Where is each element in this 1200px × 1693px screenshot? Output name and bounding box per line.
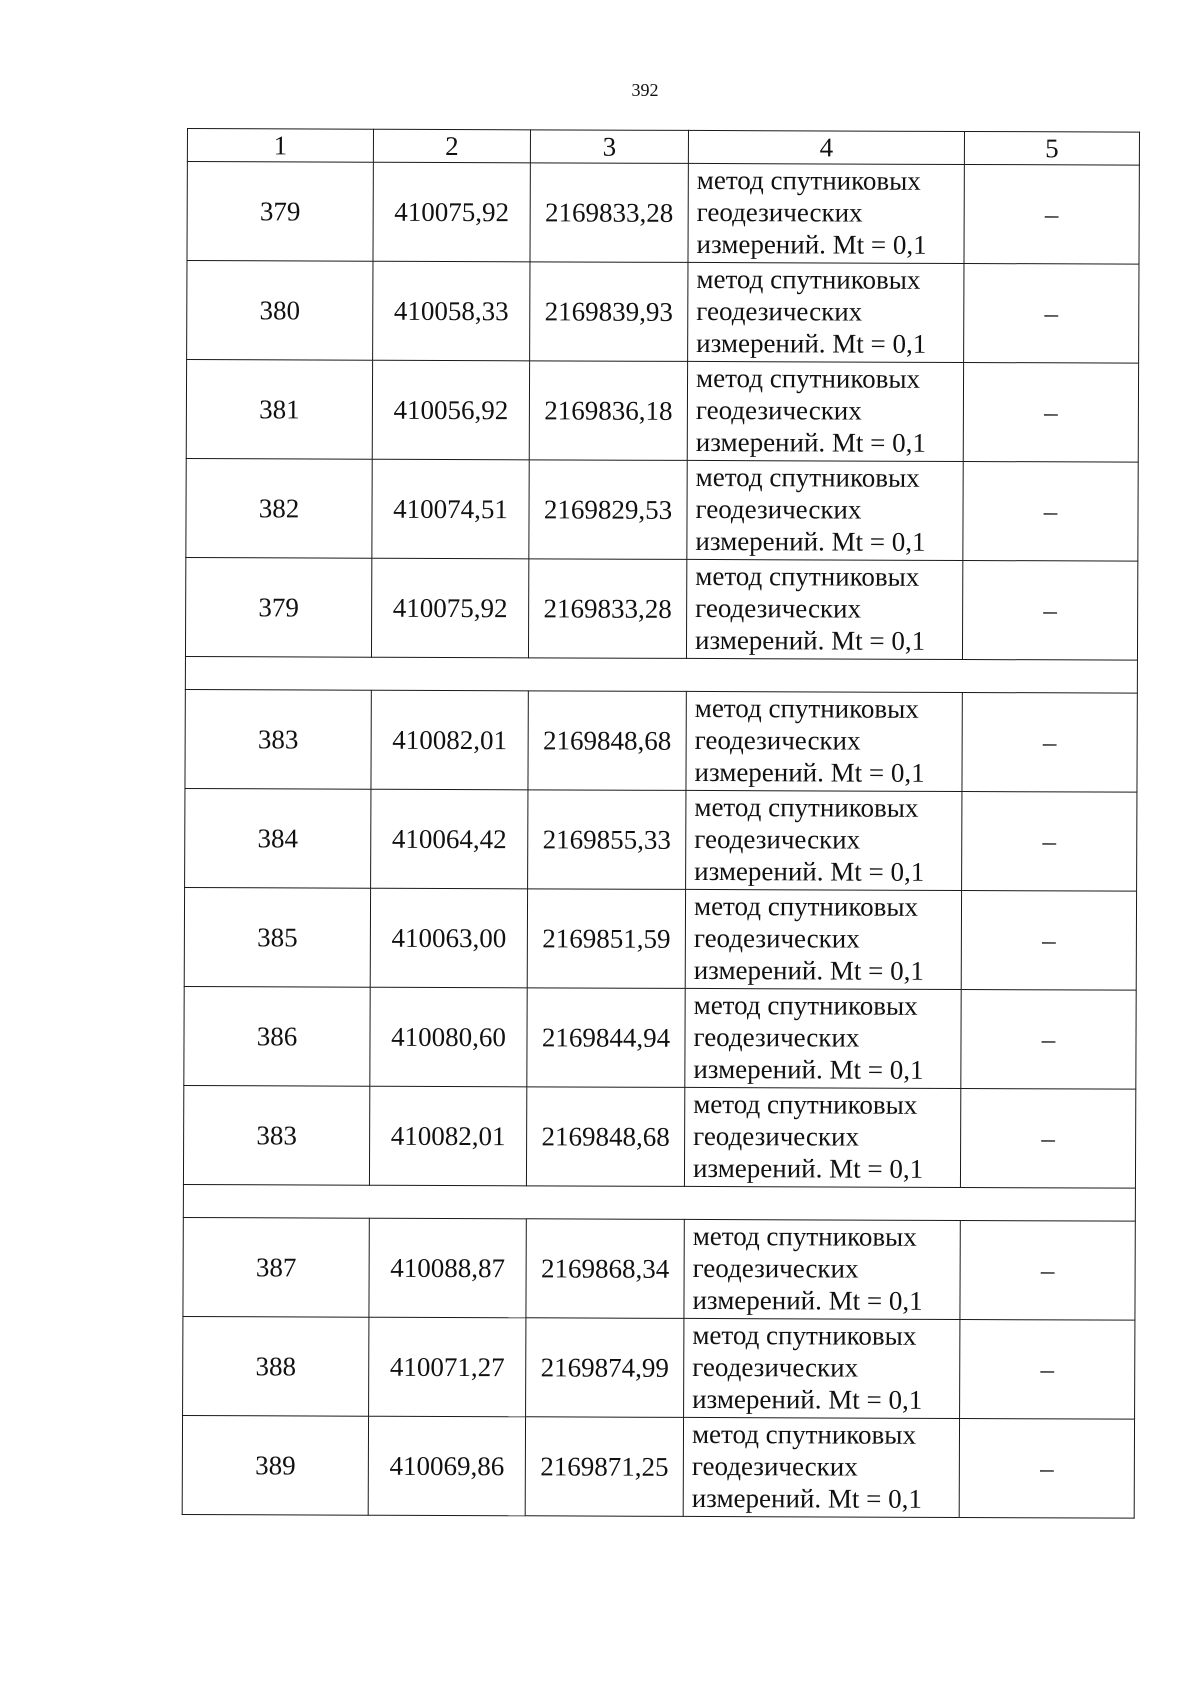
table-row [182, 1415, 1134, 1518]
point-number-cell: 381 [186, 360, 372, 460]
header-cell-3: 3 [530, 130, 688, 164]
point-number-cell: 389 [182, 1415, 368, 1515]
y-coordinate-cell: 2169868,34 [526, 1219, 684, 1319]
x-coordinate-cell: 410071,27 [369, 1317, 526, 1417]
y-coordinate-cell: 2169848,68 [528, 691, 686, 791]
table-row [184, 887, 1136, 990]
x-coordinate-cell: 410080,60 [370, 987, 527, 1087]
x-coordinate-cell: 410063,00 [370, 888, 527, 988]
contour-separator-row [183, 1184, 1135, 1221]
header-cell-4: 4 [688, 130, 964, 164]
x-coordinate-cell: 410074,51 [372, 459, 529, 559]
x-coordinate-cell: 410082,01 [369, 1086, 526, 1186]
point-number-cell: 383 [183, 1085, 369, 1185]
contour-separator-cell [185, 656, 1137, 693]
note-cell: – [960, 1088, 1135, 1188]
y-coordinate-cell: 2169833,28 [530, 163, 688, 263]
y-coordinate-cell: 2169871,25 [525, 1417, 683, 1517]
table-row [186, 458, 1138, 561]
method-cell: метод спутниковых геодезических измерений. Mt = 0,1 [686, 790, 962, 890]
point-number-cell: 384 [185, 788, 371, 888]
x-coordinate-cell: 410075,92 [371, 558, 528, 658]
y-coordinate-cell: 2169836,18 [529, 361, 687, 461]
point-number-cell: 379 [187, 162, 373, 262]
method-cell: метод спутниковых геодезических измерений. Mt = 0,1 [685, 988, 961, 1088]
method-cell: метод спутниковых геодезических измерений. Mt = 0,1 [687, 460, 963, 560]
method-cell: метод спутниковых геодезических измерений. Mt = 0,1 [687, 361, 963, 461]
note-cell: – [963, 461, 1138, 561]
y-coordinate-cell: 2169874,99 [526, 1318, 684, 1418]
method-cell: метод спутниковых геодезических измерений. Mt = 0,1 [686, 691, 962, 791]
point-number-cell: 383 [185, 689, 371, 789]
point-number-cell: 388 [183, 1316, 369, 1416]
note-cell: – [963, 362, 1138, 462]
y-coordinate-cell: 2169844,94 [527, 988, 685, 1088]
table-row [183, 1217, 1135, 1320]
y-coordinate-cell: 2169851,59 [527, 889, 685, 989]
method-cell: метод спутниковых геодезических измерений. Mt = 0,1 [683, 1417, 959, 1517]
note-cell: – [962, 791, 1137, 891]
point-number-cell: 379 [185, 557, 371, 657]
note-cell: – [960, 1220, 1135, 1320]
y-coordinate-cell: 2169829,53 [529, 460, 687, 560]
table-row [187, 162, 1139, 265]
point-number-cell: 385 [184, 887, 370, 987]
x-coordinate-cell: 410064,42 [371, 789, 528, 889]
coordinates-table [182, 128, 1140, 1519]
table-row [185, 788, 1137, 891]
contour-separator-row [185, 656, 1137, 693]
table-row [183, 1316, 1135, 1419]
header-cell-5: 5 [964, 131, 1139, 165]
header-row [187, 129, 1139, 166]
x-coordinate-cell: 410088,87 [369, 1218, 526, 1318]
page-number: 392 [631, 80, 659, 100]
note-cell: – [961, 989, 1136, 1089]
y-coordinate-cell: 2169833,28 [528, 559, 686, 659]
table-row [185, 689, 1137, 792]
method-cell: метод спутниковых геодезических измерений. Mt = 0,1 [688, 262, 964, 362]
table-row [187, 261, 1139, 364]
point-number-cell: 387 [183, 1217, 369, 1317]
note-cell: – [959, 1418, 1134, 1518]
x-coordinate-cell: 410075,92 [373, 162, 530, 262]
method-cell: метод спутниковых геодезических измерений. Mt = 0,1 [688, 163, 964, 263]
y-coordinate-cell: 2169855,33 [528, 790, 686, 890]
x-coordinate-cell: 410058,33 [373, 261, 530, 361]
y-coordinate-cell: 2169839,93 [530, 262, 688, 362]
header-cell-1: 1 [187, 129, 373, 163]
method-cell: метод спутниковых геодезических измерений. Mt = 0,1 [684, 1318, 960, 1418]
table-body [182, 162, 1139, 1519]
header-cell-2: 2 [373, 129, 530, 163]
method-cell: метод спутниковых геодезических измерений. Mt = 0,1 [685, 889, 961, 989]
note-cell: – [960, 1319, 1135, 1419]
note-cell: – [962, 692, 1137, 792]
table-row [184, 986, 1136, 1089]
note-cell: – [964, 263, 1139, 363]
note-cell: – [961, 890, 1136, 990]
method-cell: метод спутниковых геодезических измерений. Mt = 0,1 [686, 559, 962, 659]
method-cell: метод спутниковых геодезических измерений. Mt = 0,1 [684, 1219, 960, 1319]
contour-separator-cell [183, 1184, 1135, 1221]
x-coordinate-cell: 410082,01 [371, 690, 528, 790]
table-row [186, 360, 1138, 463]
point-number-cell: 382 [186, 458, 372, 558]
x-coordinate-cell: 410069,86 [368, 1416, 525, 1516]
table-row [185, 557, 1137, 660]
note-cell: – [964, 164, 1139, 264]
point-number-cell: 386 [184, 986, 370, 1086]
x-coordinate-cell: 410056,92 [372, 360, 529, 460]
y-coordinate-cell: 2169848,68 [526, 1087, 684, 1187]
method-cell: метод спутниковых геодезических измерений. Mt = 0,1 [684, 1087, 960, 1187]
note-cell: – [962, 560, 1137, 660]
point-number-cell: 380 [187, 261, 373, 361]
table-row [183, 1085, 1135, 1188]
